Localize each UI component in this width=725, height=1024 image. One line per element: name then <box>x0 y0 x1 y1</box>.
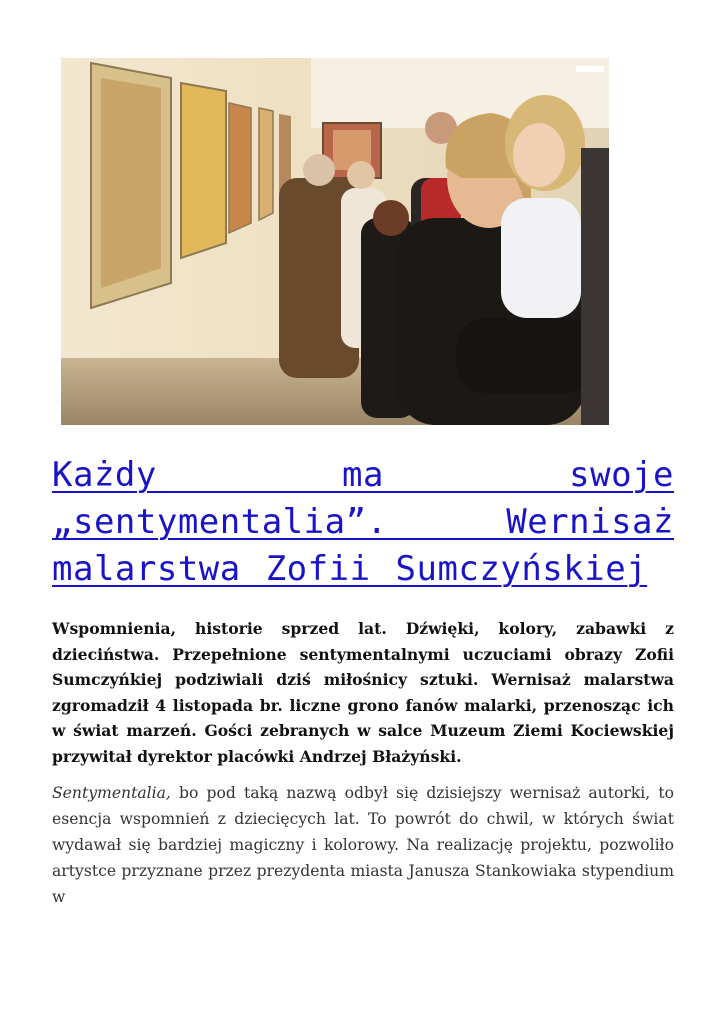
article-title[interactable]: Każdy ma swoje „sentymentalia”. Wernisaż malarstwa Zofii Sumczyńskiej <box>52 455 674 589</box>
body-italic-term: Sentymentalia, <box>52 784 171 802</box>
article-lead: Wspomnienia, historie sprzed lat. Dźwięki, kolory, zabawki z dzieciństwa. Przepełnione sentymentalnymi uczuciami obrazy Zofii Sumczyńkiej podziwiali dziś miłośnicy sztuki. Wernisaż malarstwa zgromadził 4 listopada br. liczne grono fanów malarki, przenosząc ich w świat marzeń. Gości zebranych w salce Muzeum Ziemi Kociewskiej przywitał dyrektor placówki Andrzej Błażyński. <box>52 619 674 766</box>
article-photo <box>61 58 609 425</box>
article-body <box>52 780 674 910</box>
gallery-photo-illustration <box>61 58 609 425</box>
body-text-rest: bo pod taką nazwą odbył się dzisiejszy wernisaż autorki, to esencja wspomnień z dziecięcych lat. To powrót do chwil, w których świat wydawał się bardziej magiczny i kolorowy. Na realizację projektu, pozwoliło artystce przyznane przez prezydenta miasta Janusza Stankowiaka stypendium w <box>52 784 674 906</box>
